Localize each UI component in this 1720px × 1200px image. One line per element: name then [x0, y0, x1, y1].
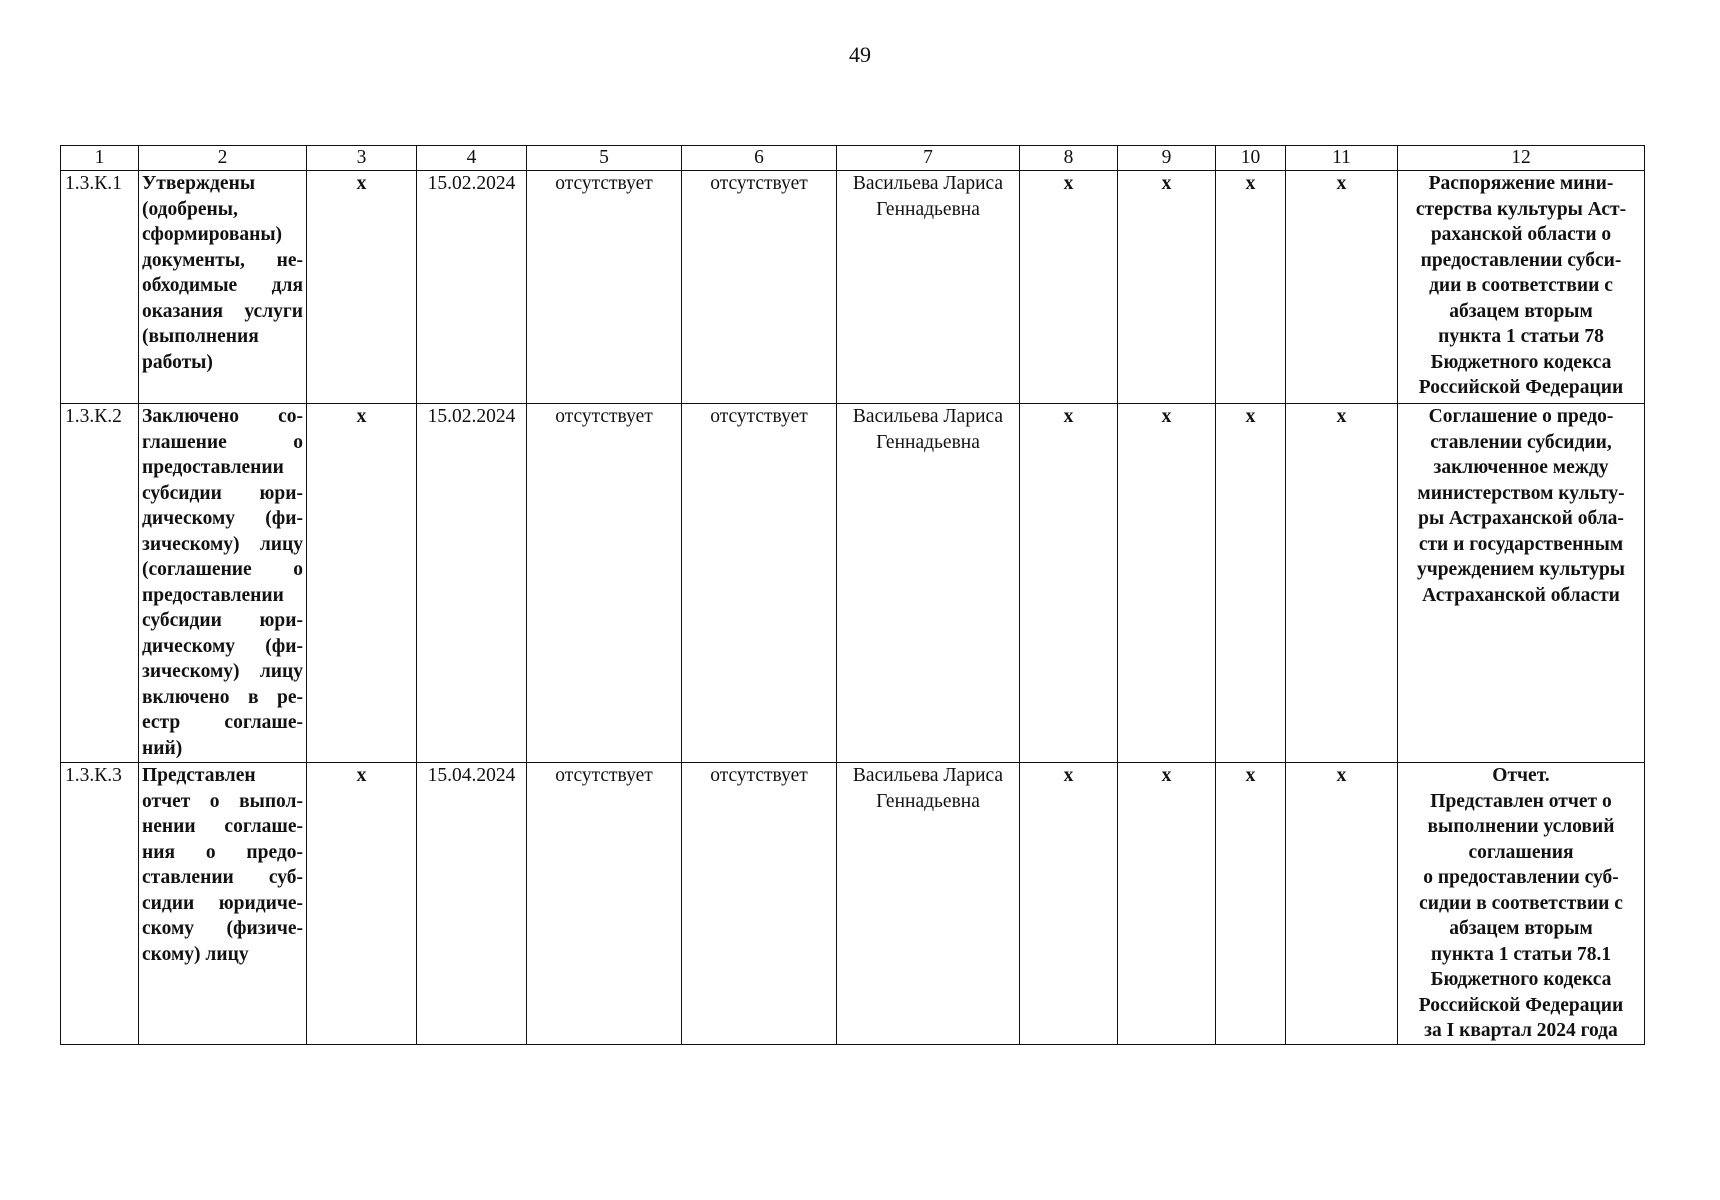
cell-col5: отсутствует [527, 404, 682, 763]
document-line: пункта 1 статьи 78.1 [1430, 943, 1612, 965]
row-code: 1.3.К.2 [61, 404, 139, 763]
column-header: 6 [682, 146, 837, 171]
event-name-line: нении соглаше- [142, 816, 303, 837]
event-name-line: зическому) лицу [142, 533, 303, 555]
column-header: 8 [1020, 146, 1118, 171]
document-line: за I квартал 2024 года [1424, 1020, 1618, 1041]
deadline-date: 15.02.2024 [417, 404, 527, 763]
column-header: 11 [1286, 146, 1398, 171]
event-name-line: субсидии юри- [142, 610, 303, 631]
control-points-table [60, 145, 1645, 1045]
responsible-person [837, 404, 1020, 763]
document-line: учреждением культуры [1416, 559, 1626, 580]
event-name-line: сидии юридиче- [142, 892, 303, 914]
responsible-line: Васильева Лариса [852, 406, 1004, 427]
cell-col10: х [1216, 763, 1286, 1045]
event-name-line: включено в ре- [142, 686, 303, 708]
column-header: 2 [139, 146, 307, 171]
column-header: 9 [1118, 146, 1216, 171]
deadline-date: 15.04.2024 [417, 763, 527, 1045]
event-name-line: оказания услуги [142, 300, 303, 322]
document-line: Российской Федерации [1418, 377, 1624, 398]
column-header: 7 [837, 146, 1020, 171]
document-line: заключенное между [1433, 457, 1609, 478]
cell-col6: отсутствует [682, 763, 837, 1045]
responsible-line: Геннадьевна [876, 431, 980, 453]
deadline-date: 15.02.2024 [417, 171, 527, 404]
cell-col5: отсутствует [527, 171, 682, 404]
result-document [1398, 404, 1645, 763]
event-name [139, 171, 307, 404]
cell-col5: отсутствует [527, 763, 682, 1045]
event-name-line: сформированы) [142, 224, 283, 245]
row-code: 1.3.К.3 [61, 763, 139, 1045]
event-name [139, 763, 307, 1045]
column-header: 4 [417, 146, 527, 171]
event-name [139, 404, 307, 763]
event-name-line: отчет о выпол- [142, 790, 303, 812]
column-header: 3 [307, 146, 417, 171]
cell-col8: х [1020, 404, 1118, 763]
column-header: 12 [1398, 146, 1645, 171]
document-line: ставлении субсидии, [1430, 431, 1612, 453]
event-name-line: обходимые для [142, 275, 303, 296]
table-row [61, 404, 1645, 763]
row-code: 1.3.К.1 [61, 171, 139, 404]
document-line: ры Астраханской обла- [1418, 508, 1624, 529]
event-name-line: (соглашение о [142, 559, 303, 580]
document-line: соглашения [1468, 841, 1574, 863]
cell-col6: отсутствует [682, 171, 837, 404]
document-line: абзацем вторым [1449, 918, 1593, 939]
document-line: сти и государственным [1418, 533, 1624, 555]
document-line: министерством культу- [1417, 482, 1625, 504]
cell-col3: х [307, 404, 417, 763]
event-name-line: зическому) лицу [142, 661, 303, 682]
document-line: Бюджетного кодекса [1430, 351, 1612, 373]
cell-col9: х [1118, 404, 1216, 763]
cell-col11: х [1286, 763, 1398, 1045]
event-name-line: работы) [142, 351, 213, 373]
event-name-line: (выполнения [142, 326, 259, 347]
event-name-line: ставлении суб- [142, 867, 303, 888]
cell-col8: х [1020, 763, 1118, 1045]
event-name-line: субсидии юри- [142, 482, 303, 504]
document-line: абзацем вторым [1449, 300, 1593, 322]
document-line: предоставлении субси- [1420, 249, 1622, 271]
column-header: 5 [527, 146, 682, 171]
document-line: раханской области о [1430, 224, 1612, 245]
document-line: сидии в соответствии с [1419, 892, 1623, 914]
event-name-line: Утверждены [142, 173, 256, 194]
responsible-line: Геннадьевна [876, 198, 980, 220]
responsible-person [837, 171, 1020, 404]
cell-col3: х [307, 763, 417, 1045]
event-name-line: дическому (фи- [142, 635, 303, 657]
responsible-line: Геннадьевна [876, 790, 980, 812]
document-line: выполнении условий [1427, 816, 1615, 837]
responsible-person [837, 763, 1020, 1045]
document-line: Соглашение о предо- [1428, 406, 1614, 427]
event-name-line: ний) [142, 737, 183, 759]
column-header: 1 [61, 146, 139, 171]
event-name-line: ния о предо- [142, 841, 303, 863]
header-row [61, 146, 1645, 171]
table-row [61, 171, 1645, 404]
document-line: о предоставлении суб- [1423, 867, 1619, 888]
cell-col3: х [307, 171, 417, 404]
document-line: Астраханской области [1422, 584, 1620, 606]
cell-col8: х [1020, 171, 1118, 404]
responsible-line: Васильева Лариса [852, 173, 1004, 194]
cell-col9: х [1118, 763, 1216, 1045]
cell-col10: х [1216, 171, 1286, 404]
event-name-line: Заключено со- [142, 406, 303, 427]
document-line: стерства культуры Аст- [1415, 198, 1627, 220]
event-name-line: предоставлении [142, 457, 284, 478]
result-document [1398, 171, 1645, 404]
document-line: Бюджетного кодекса [1430, 969, 1612, 990]
event-name-line: глашение о [142, 431, 303, 453]
result-document [1398, 763, 1645, 1045]
responsible-line: Васильева Лариса [852, 765, 1004, 786]
cell-col11: х [1286, 404, 1398, 763]
event-name-line: естр соглаше- [142, 712, 303, 733]
event-name-line: Представлен [142, 765, 256, 786]
document-line: пункта 1 статьи 78 [1438, 326, 1604, 347]
cell-col11: х [1286, 171, 1398, 404]
column-header: 10 [1216, 146, 1286, 171]
document-line: дии в соответствии с [1429, 275, 1613, 296]
event-name-line: скому) лицу [142, 943, 249, 965]
event-name-line: предоставлении [142, 584, 284, 606]
cell-col6: отсутствует [682, 404, 837, 763]
page-number: 49 [849, 42, 871, 67]
cell-col9: х [1118, 171, 1216, 404]
event-name-line: документы, не- [142, 249, 303, 271]
document-line: Представлен отчет о [1430, 790, 1612, 812]
event-name-line: (одобрены, [142, 198, 238, 220]
event-name-line: скому (физиче- [142, 918, 303, 939]
document-line: Российской Федерации [1418, 994, 1624, 1016]
table-row [61, 763, 1645, 1045]
event-name-line: дическому (фи- [142, 508, 303, 529]
cell-col10: х [1216, 404, 1286, 763]
document-line: Отчет. [1492, 765, 1550, 786]
document-line: Распоряжение мини- [1428, 173, 1614, 194]
